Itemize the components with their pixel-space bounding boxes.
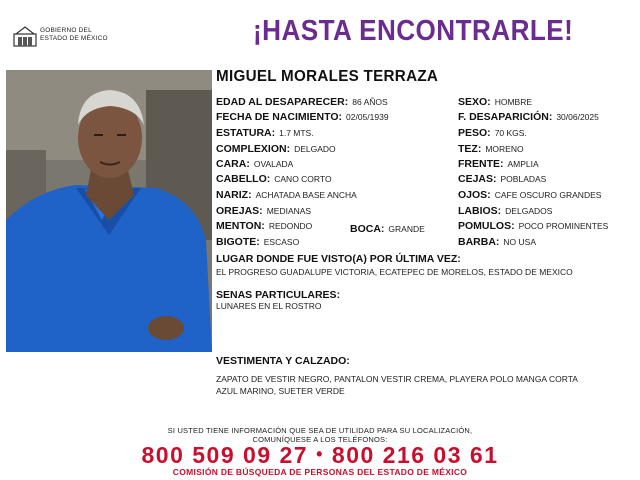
field-cara: CARA: OVALADA [216,158,294,170]
field-fecha-nacimiento: FECHA DE NACIMIENTO: 02/05/1939 [216,111,389,123]
marks-value: LUNARES EN EL ROSTRO [216,301,322,311]
field-pomulos: POMULOS: POCO PROMINENTES [458,220,609,232]
field-complexion: COMPLEXION: DELGADO [216,143,336,155]
field-estatura: ESTATURA: 1.7 MTS. [216,127,314,139]
field-edad: EDAD AL DESAPARECER: 86 AÑOS [216,96,388,108]
last-seen-value: EL PROGRESO GUADALUPE VICTORIA, ECATEPEC DE MORELOS, ESTADO DE MEXICO [216,267,573,277]
field-ojos: OJOS: CAFE OSCURO GRANDES [458,189,602,201]
field-nariz: NARIZ: ACHATADA BASE ANCHA [216,189,357,201]
state-emblem-icon [12,24,38,48]
field-bigote: BIGOTE: ESCASO [216,236,300,248]
field-peso: PESO: 70 KGS. [458,127,527,139]
clothing-label: VESTIMENTA Y CALZADO: [216,355,350,367]
phone-1[interactable]: 800 509 09 27 [141,442,309,468]
state-government-logo [12,24,122,48]
clothing-line1: ZAPATO DE VESTIR NEGRO, PANTALON VESTIR CREMA, PLAYERA POLO MANGA CORTA [216,374,578,384]
phone-2[interactable]: 800 216 03 61 [331,442,499,468]
phone-separator: • [316,444,324,464]
person-portrait [6,70,212,352]
clothing-line2: AZUL MARINO, SUETER VERDE [216,386,345,396]
contact-info-line1: SI USTED TIENE INFORMACIÓN QUE SEA DE UTILIDAD PARA SU LOCALIZACIÓN, [167,426,473,435]
field-fecha-desaparicion: F. DESAPARICIÓN: 30/06/2025 [458,111,599,123]
field-boca: BOCA: GRANDE [350,223,425,235]
field-cejas: CEJAS: POBLADAS [458,173,547,185]
field-orejas: OREJAS: MEDIANAS [216,205,312,217]
headline: ¡HASTA ENCONTRARLE! [253,15,574,47]
logo-text-line1: GOBIERNO DEL [40,27,92,34]
marks-label: SENAS PARTICULARES: [216,289,341,301]
person-name: MIGUEL MORALES TERRAZA [216,68,439,85]
field-labios: LABIOS: DELGADOS [458,205,553,217]
field-menton: MENTON: REDONDO [216,220,313,232]
field-tez: TEZ: MORENO [458,143,524,155]
footer-commission: COMISIÓN DE BÚSQUEDA DE PERSONAS DEL ESTADO DE MÉXICO [172,467,468,477]
contact-info-line2: COMUNÍQUESE A LOS TELÉFONOS: [252,435,388,444]
last-seen-label: LUGAR DONDE FUE VISTO(A) POR ÚLTIMA VEZ: [216,253,461,265]
field-cabello: CABELLO: CANO CORTO [216,173,332,185]
phone-numbers [0,442,640,469]
field-sexo: SEXO: HOMBRE [458,96,532,108]
field-barba: BARBA: NO USA [458,236,537,248]
missing-person-photo [6,70,212,352]
field-frente: FRENTE: AMPLIA [458,158,539,170]
logo-text-line2: ESTADO DE MÉXICO [40,35,108,42]
